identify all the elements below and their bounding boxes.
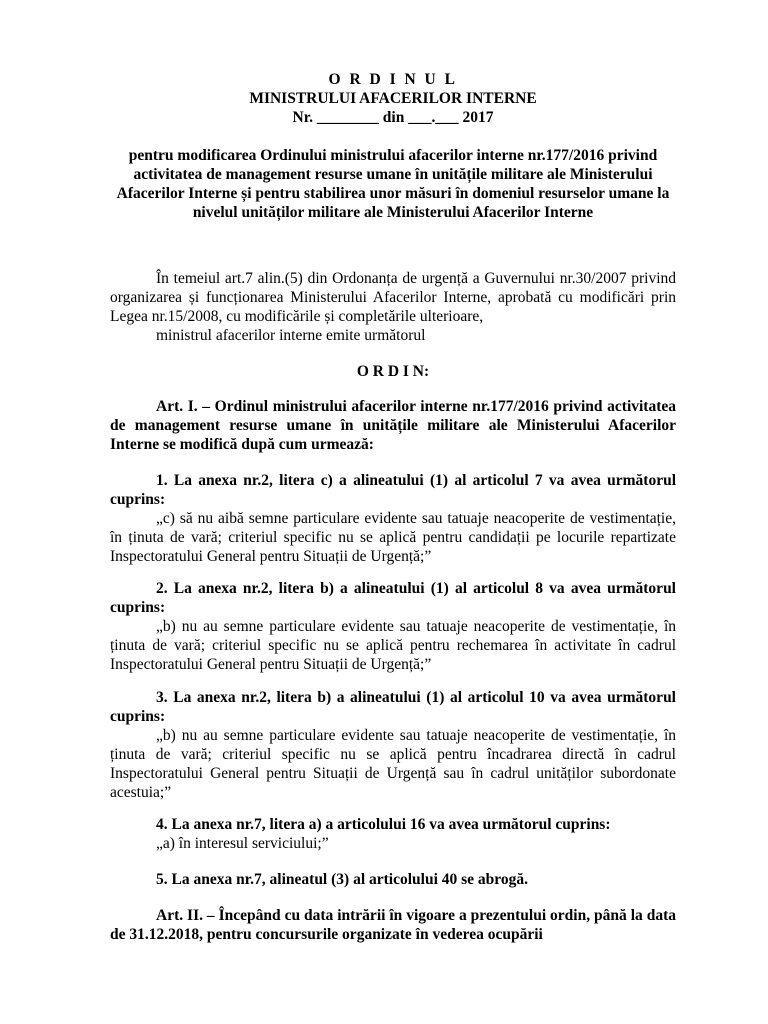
- point-5-heading: 5. La anexa nr.7, alineatul (3) al articolului 40 se abrogă.: [156, 871, 529, 888]
- order-subject: pentru modificarea Ordinului ministrului afacerilor interne nr.177/2016 privind activitatea de management resurse umane în unitățile militare ale Ministerului Afacerilor Interne și pentru stabilirea unor măsuri în domeniul resurselor umane la nivelul unităților militare ale Ministerului Afacerilor Interne: [116, 147, 670, 221]
- document-header: [110, 70, 676, 127]
- preamble-text: În temeiul art.7 alin.(5) din Ordonanța de urgență a Guvernului nr.30/2007 privind organizarea și funcționarea Ministerului Afacerilor Interne, aprobată cu modificări prin Legea nr.15/2008, cu modificările și completările ulterioare,: [110, 270, 676, 325]
- article-2-text: Începând cu data intrării în vigoare a prezentului ordin, până la data de 31.12.2018, pentru concursurile organizate în vederea ocupării: [110, 907, 676, 943]
- point-4-content: „a) în interesul serviciului;”: [156, 835, 329, 852]
- point-2-content: „b) nu au semne particulare evidente sau tatuaje neacoperite de vestimentație, în ținuta de vară; criteriul specific nu se aplică pentru rechemarea în activitate în cadrul Inspectoratului General pentru Situații de Urgență;”: [110, 618, 676, 673]
- point-3-content: „b) nu au semne particulare evidente sau tatuaje neacoperite de vestimentație, în ținuta de vară; criteriul specific nu se aplică pentru încadrarea directă în cadrul Inspectoratului General pentru Situații de Urgență sau în cadrul unităților subordonate acestuia;”: [110, 727, 676, 801]
- point-1-heading: 1. La anexa nr.2, litera c) a alineatului (1) al articolul 7 va avea următorul cuprins:: [110, 472, 676, 508]
- point-3: [110, 688, 676, 802]
- order-title: O R D I N U L: [328, 71, 458, 88]
- article-1: [110, 397, 676, 454]
- point-2: [110, 579, 676, 674]
- point-1: [110, 471, 676, 566]
- ministry-name: MINISTRULUI AFACERILOR INTERNE: [249, 90, 537, 107]
- ordin-heading: O R D I N:: [356, 363, 430, 380]
- article-2-label: Art. II. –: [156, 907, 215, 924]
- point-1-content: „c) să nu aibă semne particulare evidente sau tatuaje neacoperite de vestimentație, în ținuta de vară; criteriul specific nu se aplică pentru candidații pe locurile repartizate Inspectoratului General pentru Situații de Urgență;”: [110, 510, 676, 565]
- preamble-closing: ministrul afacerilor interne emite următorul: [156, 327, 426, 344]
- order-number: Nr. ________ din ___.___ 2017: [292, 109, 494, 126]
- article-1-label: Art. I. –: [156, 398, 211, 415]
- point-2-heading: 2. La anexa nr.2, litera b) a alineatului (1) al articolul 8 va avea următorul cuprins:: [110, 580, 676, 616]
- article-2: [110, 906, 676, 944]
- point-4-heading: 4. La anexa nr.7, litera a) a articolului 16 va avea următorul cuprins:: [156, 816, 611, 833]
- point-3-heading: 3. La anexa nr.2, litera b) a alineatului (1) al articolul 10 va avea următorul cuprins:: [110, 689, 676, 725]
- article-1-text: Ordinul ministrului afacerilor interne nr.177/2016 privind activitatea de management resurse umane în unitățile militare ale Ministerului Afacerilor Interne se modifică după cum urmează:: [110, 398, 677, 453]
- point-4: [110, 815, 676, 853]
